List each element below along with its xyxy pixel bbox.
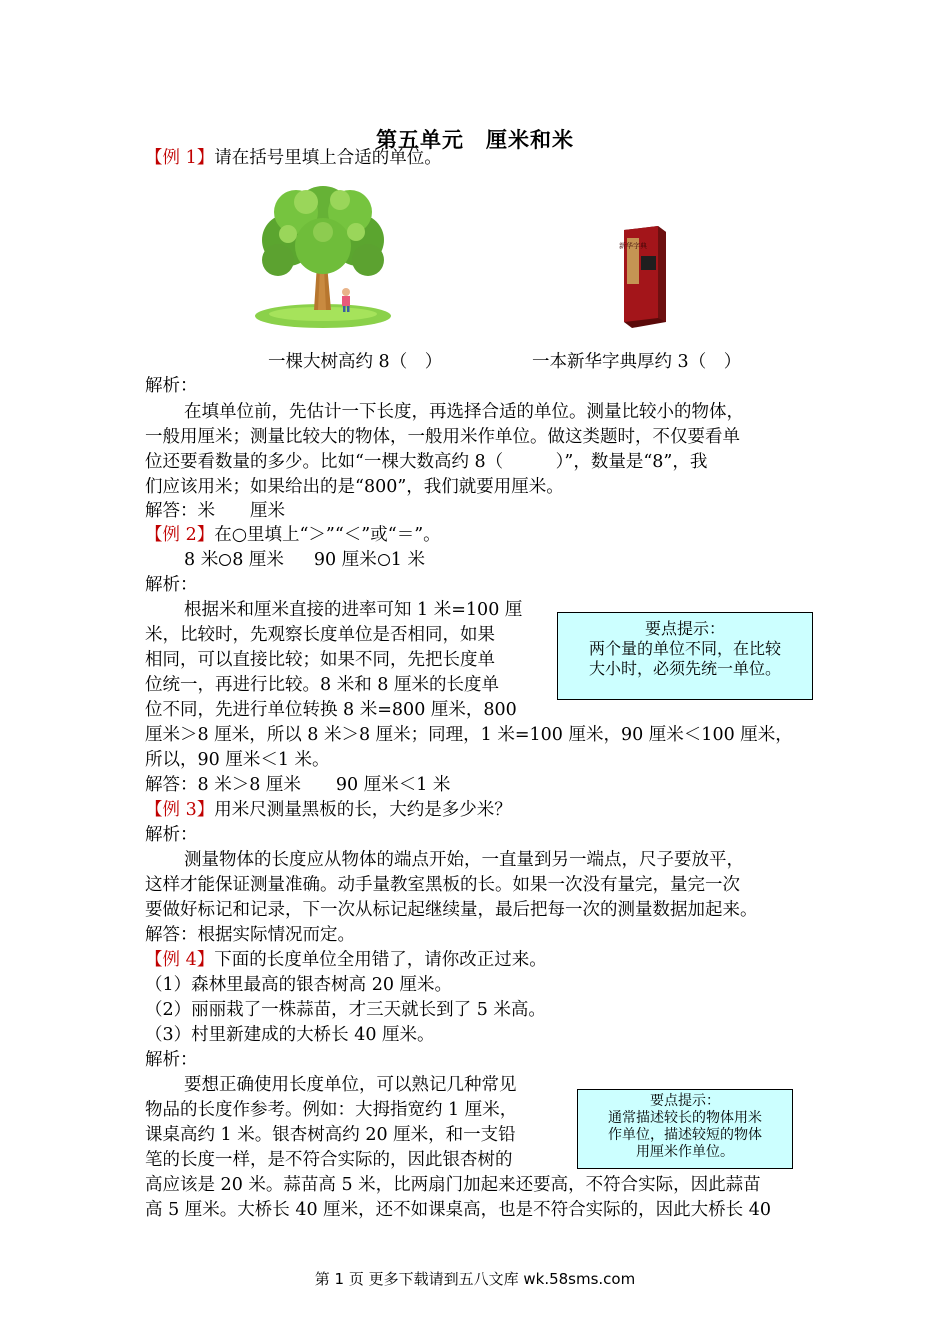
example-2-analysis-line: 位不同，先进行单位转换 8 米=800 厘米，800 — [145, 700, 517, 720]
example-2-analysis-label: 解析： — [145, 575, 198, 595]
tip-2-line: 作单位，描述较短的物体 — [608, 1127, 762, 1143]
example-4-question: 下面的长度单位全用错了，请你改正过来。 — [214, 950, 547, 970]
example-3-analysis-line: 这样才能保证测量准确。动手量教室黑板的长。如果一次没有量完，量完一次 — [145, 875, 740, 895]
tip-box-1 — [557, 612, 813, 700]
dictionary-book-illustration — [618, 226, 668, 328]
page-title: 第五单元 厘米和米 — [376, 128, 574, 152]
tip-box-2 — [577, 1089, 793, 1169]
example-3-tag: 【例 3】 — [145, 800, 215, 820]
example-1-analysis-line: 们应该用米；如果给出的是“800”，我们就要用厘米。 — [145, 477, 564, 497]
example-1-heading — [145, 146, 442, 170]
example-4-analysis-line: 课桌高约 1 米。银杏树高约 20 厘米，和一支铅 — [145, 1125, 516, 1145]
example-2-question: 在○里填上“＞”“＜”或“＝”。 — [214, 525, 441, 545]
example-1-analysis-label: 解析： — [145, 376, 198, 396]
item-1-right: 8 厘米 — [232, 550, 284, 570]
example-2-analysis-line: 根据米和厘米直接的进率可知 1 米=100 厘 — [184, 600, 523, 620]
tip-1-line: 两个量的单位不同，在比较 — [588, 639, 781, 658]
item-1-left: 8 米 — [184, 550, 219, 570]
example-2-analysis-line: 米，比较时，先观察长度单位是否相同，如果 — [145, 625, 495, 645]
example-4-item: （2）丽丽栽了一株蒜苗，才三天就长到了 5 米高。 — [145, 1000, 546, 1020]
example-4-analysis-label: 解析： — [145, 1050, 198, 1070]
example-1-analysis-line: 在填单位前，先估计一下长度，再选择合适的单位。测量比较小的物体， — [184, 402, 744, 422]
example-4-analysis-line: 高 5 厘米。大桥长 40 厘米，还不如课桌高，也是不符合实际的，因此大桥长 40 — [145, 1200, 771, 1220]
example-2-items — [184, 548, 425, 572]
example-1-question: 请在括号里填上合适的单位。 — [214, 148, 442, 168]
example-4-analysis-line: 物品的长度作参考。例如：大拇指宽约 1 厘米， — [145, 1100, 518, 1120]
tip-2-line: 通常描述较长的物体用米 — [608, 1110, 762, 1126]
example-2-answer: 解答：8 米＞8 厘米 90 厘米＜1 米 — [145, 775, 451, 795]
example-4-analysis-line: 高应该是 20 米。蒜苗高 5 米，比两扇门加起来还要高，不符合实际，因此蒜苗 — [145, 1175, 761, 1195]
tip-1-title: 要点提示： — [644, 619, 725, 638]
book-spine-label: 新华字典 — [619, 242, 647, 250]
example-1-analysis-line: 位还要看数量的多少。比如“一棵大数高约 8（ ）”，数量是“8”，我 — [145, 452, 708, 472]
example-4-item: （1）森林里最高的银杏树高 20 厘米。 — [145, 975, 453, 995]
item-2-right: 1 米 — [390, 550, 425, 570]
tip-1-line: 大小时，必须先统一单位。 — [588, 659, 781, 678]
example-3-heading — [145, 798, 512, 822]
example-2-analysis-line: 厘米＞8 厘米，所以 8 米＞8 厘米；同理，1 米=100 厘米，90 厘米＜100 厘米， — [145, 725, 793, 745]
example-3-answer: 解答：根据实际情况而定。 — [145, 925, 355, 945]
example-3-analysis-label: 解析： — [145, 825, 198, 845]
example-2-heading — [145, 523, 441, 547]
example-4-analysis-line: 笔的长度一样，是不符合实际的，因此银杏树的 — [145, 1150, 513, 1170]
book-caption: 一本新华字典厚约 3（ ） — [532, 352, 742, 372]
example-4-tag: 【例 4】 — [145, 950, 215, 970]
example-2-analysis-line: 位统一，再进行比较。8 米和 8 厘米的长度单 — [145, 675, 499, 695]
example-4-heading — [145, 948, 547, 972]
example-3-analysis-line: 测量物体的长度应从物体的端点开始，一直量到另一端点，尺子要放平， — [184, 850, 744, 870]
example-1-tag: 【例 1】 — [145, 148, 215, 168]
example-2-analysis-line: 所以，90 厘米＜1 米。 — [145, 750, 330, 770]
example-4-item: （3）村里新建成的大桥长 40 厘米。 — [145, 1025, 435, 1045]
item-2-left: 90 厘米 — [313, 550, 377, 570]
example-3-question: 用米尺测量黑板的长，大约是多少米？ — [214, 800, 512, 820]
tree-illustration — [248, 184, 398, 334]
example-4-analysis-line: 要想正确使用长度单位，可以熟记几种常见 — [184, 1075, 517, 1095]
example-3-analysis-line: 要做好标记和记录，下一次从标记起继续量，最后把每一次的测量数据加起来。 — [145, 900, 758, 920]
tip-2-title: 要点提示： — [650, 1093, 720, 1109]
tree-caption: 一棵大树高约 8（ ） — [268, 352, 443, 372]
example-2-tag: 【例 2】 — [145, 525, 215, 545]
page-footer: 第 1 页 更多下载请到五八文库 wk.58sms.com — [314, 1270, 636, 1288]
compare-circle — [378, 554, 390, 566]
example-1-analysis-line: 一般用厘米；测量比较大的物体，一般用米作单位。做这类题时，不仅要看单 — [145, 427, 740, 447]
tip-2-line: 用厘米作单位。 — [636, 1144, 734, 1160]
example-2-analysis-line: 相同，可以直接比较；如果不同，先把长度单 — [145, 650, 495, 670]
example-1-answer: 解答：米 厘米 — [145, 501, 285, 521]
compare-circle — [219, 554, 231, 566]
